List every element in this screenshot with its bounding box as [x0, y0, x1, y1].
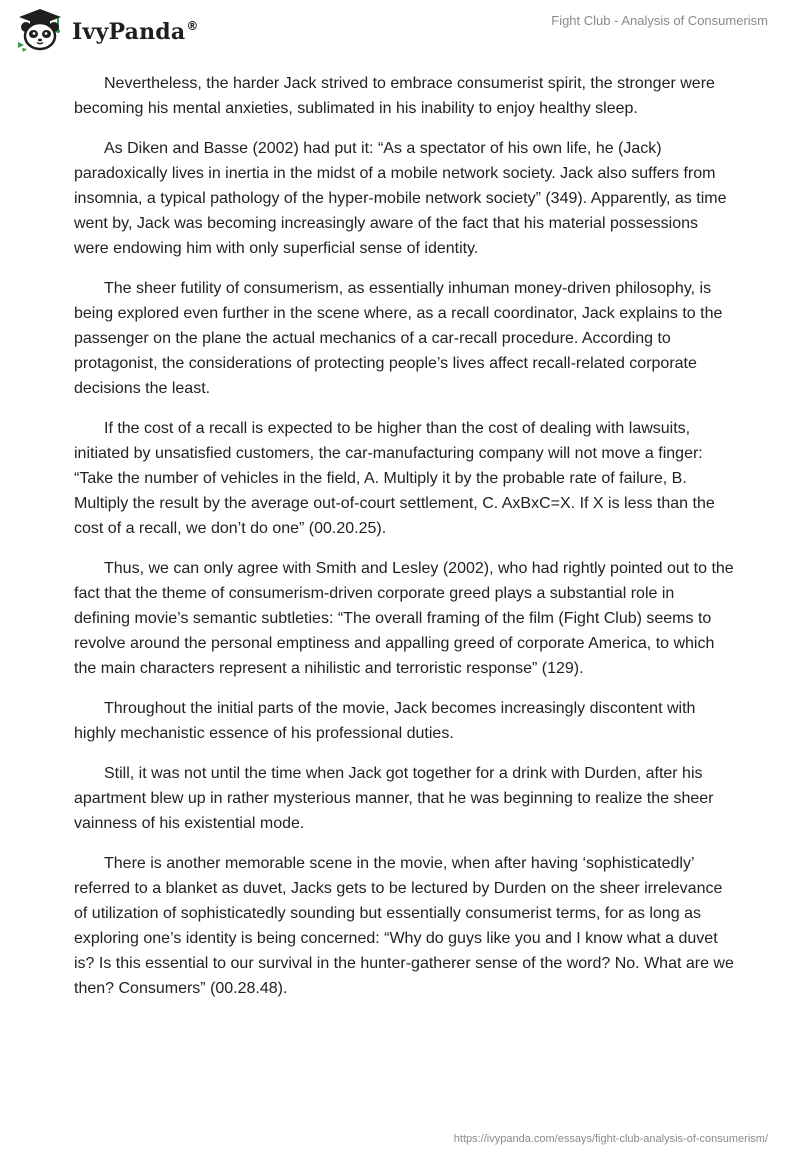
paragraph: There is another memorable scene in the movie, when after having ‘sophisticatedly’ referred to a blanket as duvet, Jacks gets to be lectured by Durden on the sheer irrelevance of utilization of sophisticatedly sounding but essentially consumerist terms, for as long as exploring one’s identity is being concerned: “Why do guys like you and I know what a duvet is? Is this essential to our survival in the hunter-gatherer sense of the word? No. What are we then? Consumers” (00.28.48). [74, 855, 734, 997]
ivypanda-logo[interactable] [14, 8, 199, 54]
paragraph: As Diken and Basse (2002) had put it: “As a spectator of his own life, he (Jack) paradoxically lives in inertia in the midst of a mobile network society. Jack also suffers from insomnia, a typical pathology of the hyper-mobile network society” (349). Apparently, as time went by, Jack was becoming increasingly aware of the fact that his material possessions were endowing him with only superficial sense of identity. [74, 140, 727, 257]
essay-body [74, 71, 734, 1016]
panda-graduate-icon [14, 8, 66, 54]
document-title: Fight Club - Analysis of Consumerism [551, 13, 768, 28]
paragraph: The sheer futility of consumerism, as essentially inhuman money-driven philosophy, is being explored even further in the scene where, as a recall coordinator, Jack explains to the passenger on the plane the actual mechanics of a car-recall procedure. According to protagonist, the considerations of protecting people’s lives affect recall-related corporate decisions the least. [74, 280, 723, 397]
paragraph: If the cost of a recall is expected to be higher than the cost of dealing with lawsuits, initiated by unsatisfied customers, the car-manufacturing company will not move a finger: “Take the number of vehicles in the field, A. Multiply it by the probable rate of failure, B. Multiply the result by the average out-of-court settlement, C. AxBxC=X. If X is less than the cost of a recall, we don’t do one” (00.20.25). [74, 420, 715, 537]
paragraph: Nevertheless, the harder Jack strived to embrace consumerist spirit, the stronger were becoming his mental anxieties, sublimated in his inability to enjoy healthy sleep. [74, 75, 715, 117]
paragraph: Thus, we can only agree with Smith and Lesley (2002), who had rightly pointed out to the fact that the theme of consumerism-driven corporate greed plays a substantial role in defining movie’s semantic subtleties: “The overall framing of the film (Fight Club) seems to revolve around the personal emptiness and appalling greed of corporate America, to which the main characters represent a nihilistic and terroristic response” (129). [74, 560, 734, 677]
page-header [0, 0, 800, 60]
paragraph: Throughout the initial parts of the movie, Jack becomes increasingly discontent with highly mechanistic essence of his professional duties. [74, 700, 696, 742]
logo-wordmark: IvyPanda® [72, 19, 199, 45]
paragraph: Still, it was not until the time when Jack got together for a drink with Durden, after his apartment blew up in rather mysterious manner, that he was beginning to realize the sheer vainness of his existential mode. [74, 765, 714, 832]
source-url[interactable]: https://ivypanda.com/essays/fight-club-analysis-of-consumerism/ [453, 1133, 768, 1145]
